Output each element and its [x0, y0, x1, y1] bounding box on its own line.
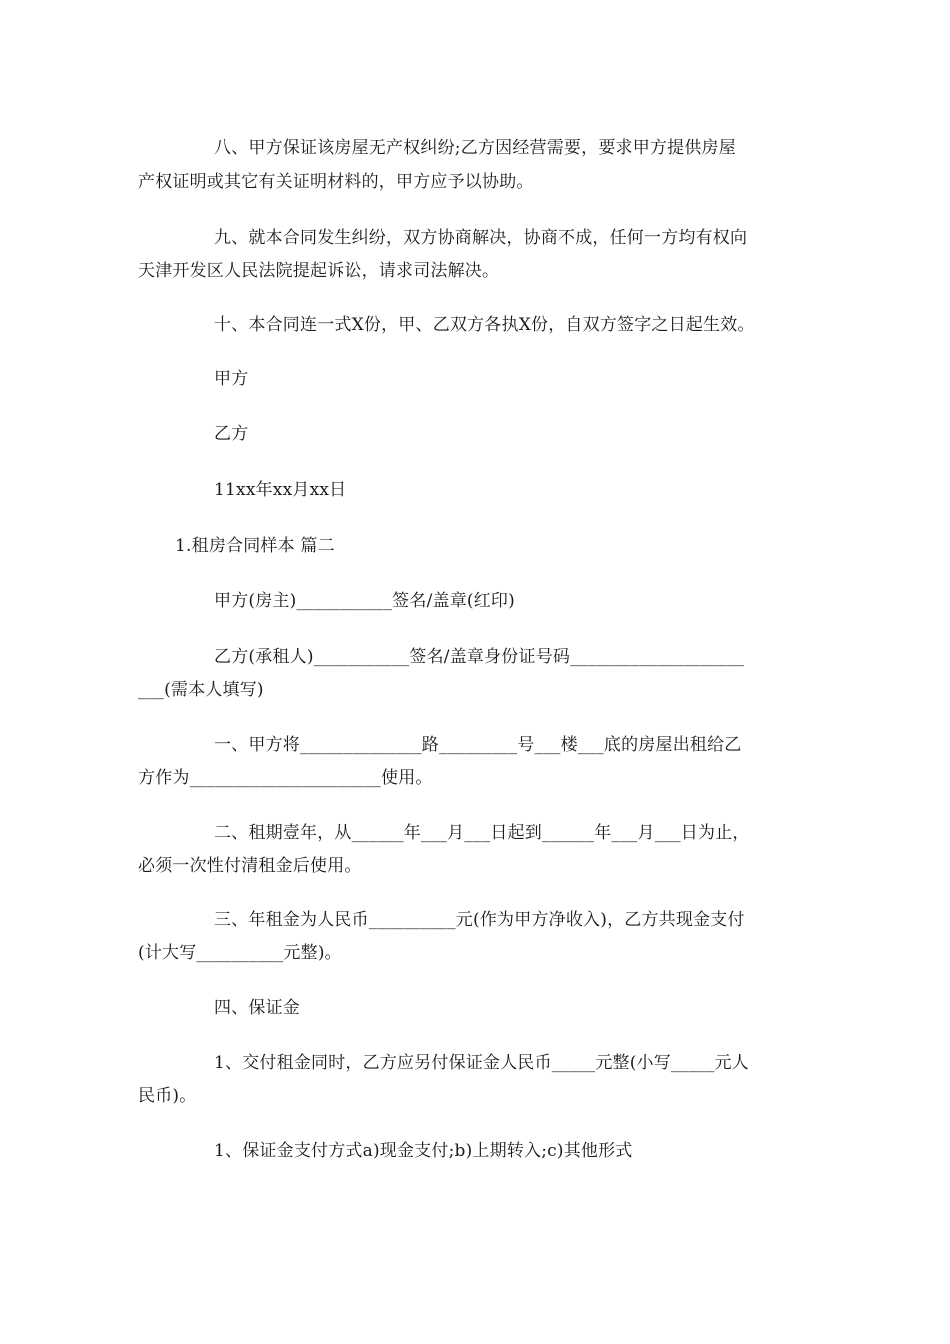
deposit-clause-line-2: 民币)。: [138, 1086, 197, 1106]
party-a-label: 甲方: [214, 369, 249, 389]
clause-9-line-2: 天津开发区人民法院提起诉讼，请求司法解决。: [138, 261, 500, 281]
section-heading: 1.租房合同样本 篇二: [175, 536, 335, 556]
clause-9-line-1: 九、就本合同发生纠纷，双方协商解决，协商不成，任何一方均有权向: [214, 228, 748, 248]
deposit-payment-method: 1、保证金支付方式a)现金支付;b)上期转入;c)其他形式: [214, 1141, 633, 1161]
clause-8-line-1: 八、甲方保证该房屋无产权纠纷;乙方因经营需要，要求甲方提供房屋: [214, 138, 736, 158]
clause-3-line-2: (计大写__________元整)。: [138, 943, 342, 963]
deposit-clause-line-1: 1、交付租金同时，乙方应另付保证金人民币_____元整(小写_____元人: [214, 1053, 749, 1073]
landlord-signature-line: 甲方(房主)___________签名/盖章(红印): [214, 591, 515, 611]
clause-1-line-2: 方作为______________________使用。: [138, 768, 433, 788]
clause-3-line-1: 三、年租金为人民币__________元(作为甲方净收入)，乙方共现金支付: [214, 910, 745, 930]
clause-2-line-2: 必须一次性付清租金后使用。: [138, 856, 362, 876]
clause-2-line-1: 二、租期壹年，从______年___月___日起到______年___月___日为止，: [214, 823, 750, 843]
party-b-label: 乙方: [214, 424, 249, 444]
clause-8-line-2: 产权证明或其它有关证明材料的，甲方应予以协助。: [138, 172, 534, 192]
clause-4-heading: 四、保证金: [214, 998, 300, 1018]
tenant-signature-line-2: ___(需本人填写): [138, 680, 264, 700]
tenant-signature-line-1: 乙方(承租人)___________签名/盖章身份证号码____________________: [214, 647, 745, 667]
clause-10: 十、本合同连一式X份，甲、乙双方各执X份，自双方签字之日起生效。: [214, 315, 755, 335]
date-line: 11xx年xx月xx日: [214, 480, 347, 500]
clause-1-line-1: 一、甲方将______________路_________号___楼___底的房屋出租给乙: [214, 735, 742, 755]
